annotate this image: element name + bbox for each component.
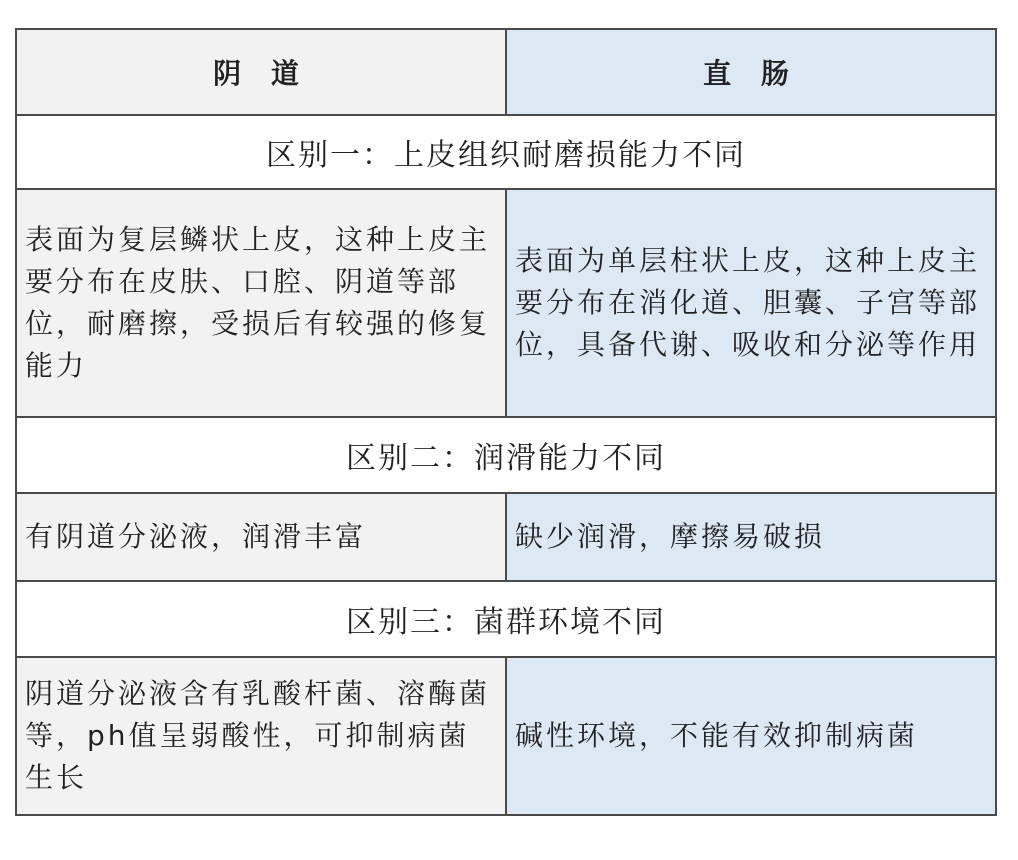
section-row-2 [17,416,995,492]
comparison-table [15,28,997,816]
content-row-2 [17,492,995,580]
content-row-1 [17,188,995,416]
header-row [17,30,995,114]
section-row-3 [17,580,995,656]
vagina-cell-3: 阴道分泌液含有乳酸杆菌、溶酶菌等，ph值呈弱酸性，可抑制病菌生长 [17,658,507,814]
rectum-cell-3: 碱性环境，不能有效抑制病菌 [507,658,995,814]
rectum-cell-2: 缺少润滑，摩擦易破损 [507,494,995,580]
vagina-cell-2: 有阴道分泌液，润滑丰富 [17,494,507,580]
content-row-3 [17,656,995,814]
section-title-3: 区别三：菌群环境不同 [17,582,995,656]
section-row-1 [17,114,995,188]
header-rectum: 直 肠 [507,30,995,114]
header-vagina: 阴 道 [17,30,507,114]
rectum-cell-1: 表面为单层柱状上皮，这种上皮主要分布在消化道、胆囊、子宫等部位，具备代谢、吸收和分泌等作用 [507,190,995,416]
section-title-1: 区别一：上皮组织耐磨损能力不同 [17,116,995,188]
vagina-cell-1: 表面为复层鳞状上皮，这种上皮主要分布在皮肤、口腔、阴道等部位，耐磨擦，受损后有较强的修复能力 [17,190,507,416]
section-title-2: 区别二：润滑能力不同 [17,418,995,492]
